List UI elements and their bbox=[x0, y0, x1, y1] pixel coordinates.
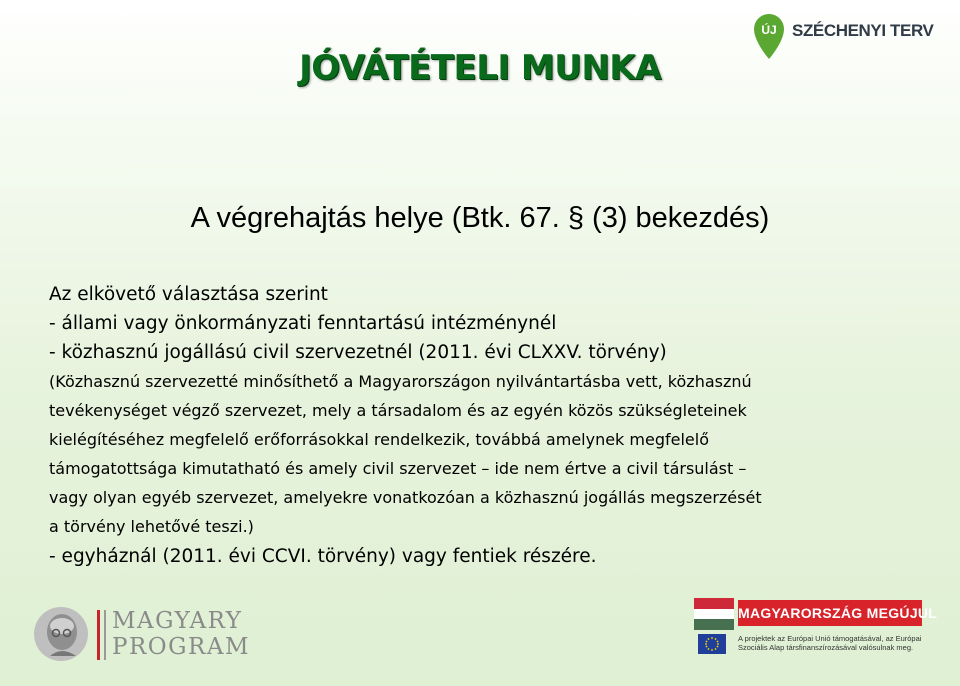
slide-body bbox=[49, 280, 924, 573]
slide-title: JÓVÁTÉTELI MUNKA bbox=[299, 48, 661, 88]
definition-line: (Közhasznú szervezetté minősíthető a Magyarországon nyilvántartásba vett, közhasznú bbox=[49, 372, 752, 391]
eu-funding-note: A projektek az Európai Unió támogatásával, az Európai Szociális Alap társfinanszírozásával valósulnak meg. bbox=[738, 634, 922, 652]
hungarian-flag-icon bbox=[694, 598, 734, 630]
magyary-program-logo bbox=[32, 604, 257, 664]
szechenyi-text: SZÉCHENYI TERV bbox=[792, 21, 934, 40]
definition-line: kielégítéséhez megfelelő erőforrásokkal rendelkezik, továbbá amelynek megfelelő bbox=[49, 430, 709, 449]
body-item-church: - egyháznál (2011. évi CCVI. törvény) vagy fentiek részére. bbox=[49, 546, 597, 567]
magyary-divider-gray bbox=[104, 610, 106, 660]
magyarorszag-megujul-logo bbox=[694, 598, 938, 658]
szechenyi-terv-logo bbox=[752, 12, 932, 60]
definition-line: vagy olyan egyéb szervezet, amelyekre vonatkozóan a közhasznú jogállás megszerzését bbox=[49, 488, 762, 507]
szechenyi-drop-icon bbox=[752, 12, 786, 60]
body-item-civil: - közhasznú jogállású civil szervezetnél (2011. évi CLXXV. törvény) bbox=[49, 342, 667, 363]
portrait-icon bbox=[32, 606, 90, 662]
body-intro-line: Az elkövető választása szerint bbox=[49, 284, 328, 305]
definition-line: tevékenységet végző szervezet, mely a társadalom és az egyén közös szükségleteinek bbox=[49, 401, 747, 420]
body-item-state: - állami vagy önkormányzati fenntartású intézménynél bbox=[49, 313, 557, 334]
magyary-divider-red bbox=[97, 610, 100, 660]
definition-line: támogatottsága kimutatható és amely civil szervezet – ide nem értve a civil társulást – bbox=[49, 459, 747, 478]
magyary-line1: MAGYARY bbox=[112, 608, 243, 634]
body-definition-paragraph bbox=[49, 367, 924, 541]
megujul-banner: MAGYARORSZÁG MEGÚJUL bbox=[738, 600, 922, 626]
slide-subtitle: A végrehajtás helye (Btk. 67. § (3) bekezdés) bbox=[190, 202, 770, 234]
szechenyi-drop-label: ÚJ bbox=[761, 23, 777, 37]
definition-line: a törvény lehetővé teszi.) bbox=[49, 517, 254, 536]
eu-flag-icon bbox=[698, 634, 726, 654]
magyary-line2: PROGRAM bbox=[112, 634, 250, 660]
